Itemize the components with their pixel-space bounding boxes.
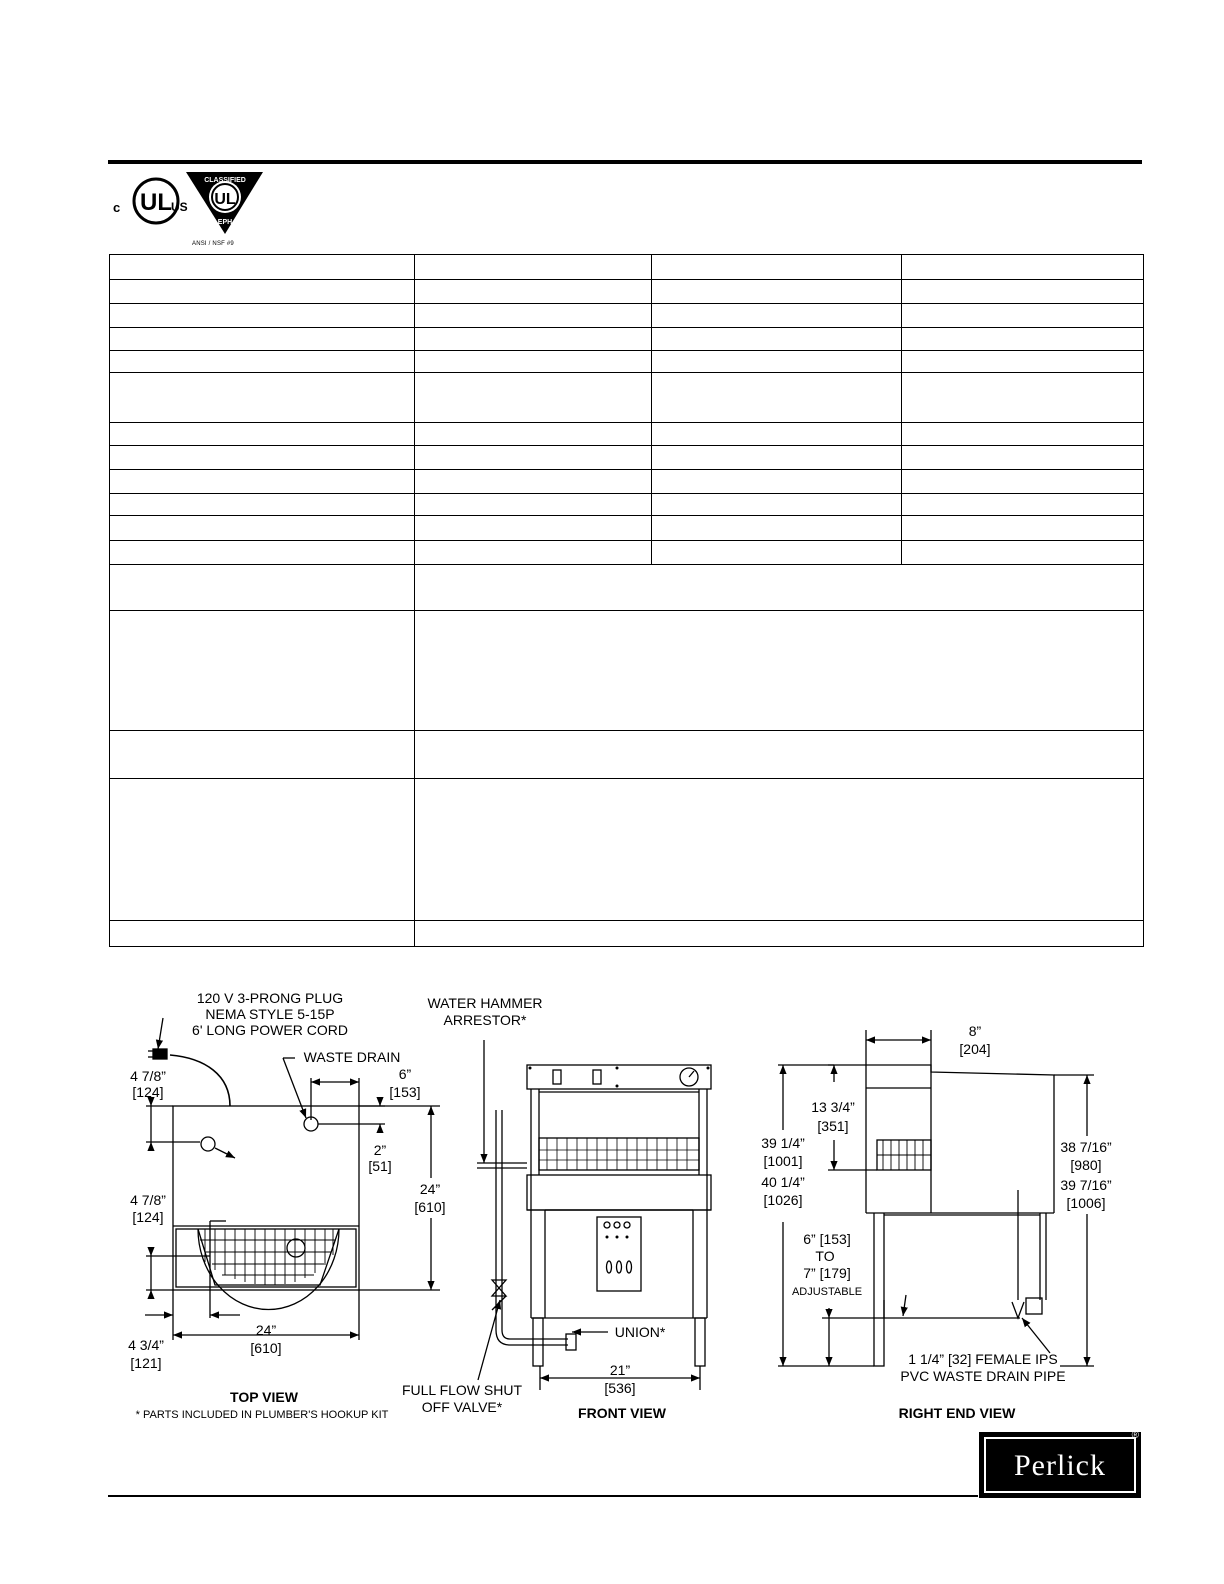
plug-note-line-1: 120 V 3-PRONG PLUG <box>196 990 344 1006</box>
dim-top-left-in: 4 7/8” <box>130 1068 166 1084</box>
footer-rule <box>108 1495 978 1497</box>
brand-name: Perlick <box>1014 1449 1106 1482</box>
dim-39-1-4-mm: [1001] <box>763 1153 803 1169</box>
drain-pipe-line-1: 1 1/4” [32] FEMALE IPS <box>908 1351 1058 1367</box>
dim-40-1-4-in: 40 1/4” <box>761 1174 805 1190</box>
dim-39-7-16-mm: [1006] <box>1066 1195 1106 1211</box>
water-hammer-line-2: ARRESTOR* <box>443 1012 527 1028</box>
dim-13-in: 13 3/4” <box>811 1099 855 1115</box>
eph-ul-label: UL <box>214 191 236 208</box>
dim-38-mm: [980] <box>1070 1157 1102 1173</box>
ul-c-label: c <box>113 200 121 215</box>
dim-38-in: 38 7/16” <box>1060 1139 1112 1155</box>
water-hammer-line-1: WATER HAMMER <box>427 995 543 1011</box>
top-view-labels <box>128 990 445 1421</box>
dim-21-in: 21” <box>609 1362 631 1378</box>
dim-mid-left-in: 4 7/8” <box>130 1192 166 1208</box>
top-view-title: TOP VIEW <box>230 1389 298 1405</box>
dim-21-mm: [536] <box>604 1380 636 1396</box>
dim-24-width-mm: [610] <box>250 1340 282 1356</box>
union-label: UNION* <box>614 1324 666 1340</box>
dim-legs-3: 7” [179] <box>803 1265 851 1281</box>
dim-6-mm: [153] <box>389 1084 421 1100</box>
logo-frame <box>984 1437 1136 1493</box>
dim-mid-left-mm: [124] <box>132 1209 164 1225</box>
dim-39-7-16-in: 39 7/16” <box>1060 1177 1112 1193</box>
right-view-title: RIGHT END VIEW <box>898 1405 1016 1421</box>
dim-8-in: 8” <box>968 1023 982 1039</box>
ansi-nsf-label: ANSI / NSF #9 <box>192 241 234 247</box>
dim-13-mm: [351] <box>817 1118 849 1134</box>
dim-bottom-left-in: 4 3/4” <box>128 1337 164 1353</box>
front-view-title: FRONT VIEW <box>578 1405 666 1421</box>
dim-2-in: 2” <box>373 1142 387 1158</box>
eph-label: EPH <box>217 219 233 226</box>
plumber-kit-footnote: * PARTS INCLUDED IN PLUMBER'S HOOKUP KIT <box>135 1409 389 1421</box>
dim-legs-4: ADJUSTABLE <box>791 1286 863 1298</box>
right-end-view-drawing <box>778 1030 1094 1366</box>
dim-top-left-mm: [124] <box>132 1084 164 1100</box>
drain-pipe-line-2: PVC WASTE DRAIN PIPE <box>900 1368 1066 1384</box>
plug-note-line-3: 6' LONG POWER CORD <box>192 1022 348 1038</box>
shutoff-line-2: OFF VALVE* <box>421 1399 503 1415</box>
dim-40-1-4-mm: [1026] <box>763 1192 803 1208</box>
dim-2-mm: [51] <box>368 1158 392 1174</box>
dim-bottom-left-mm: [121] <box>130 1355 162 1371</box>
perlick-logo <box>979 1432 1141 1498</box>
dim-legs-1: 6” [153] <box>803 1231 851 1247</box>
ul-us-label: US <box>171 200 188 214</box>
ul-mark-label: UL <box>140 189 172 216</box>
plug-note-line-2: NEMA STYLE 5-15P <box>205 1006 335 1022</box>
dim-24-width-in: 24” <box>255 1322 277 1338</box>
shutoff-line-1: FULL FLOW SHUT <box>401 1382 523 1398</box>
registered-mark: ® <box>1131 1430 1139 1441</box>
waste-drain-label: WASTE DRAIN <box>303 1049 401 1065</box>
dim-24-depth-in: 24” <box>419 1181 441 1197</box>
dim-39-1-4-in: 39 1/4” <box>761 1135 805 1151</box>
dim-24-depth-mm: [610] <box>414 1199 446 1215</box>
top-view-drawing <box>145 1018 440 1340</box>
right-view-labels <box>761 1023 1112 1421</box>
front-view-drawing <box>477 1040 711 1390</box>
dim-8-mm: [204] <box>959 1041 991 1057</box>
classified-label: CLASSIFIED <box>204 177 246 184</box>
dim-legs-2: TO <box>815 1248 835 1264</box>
dim-6-in: 6” <box>398 1066 412 1082</box>
